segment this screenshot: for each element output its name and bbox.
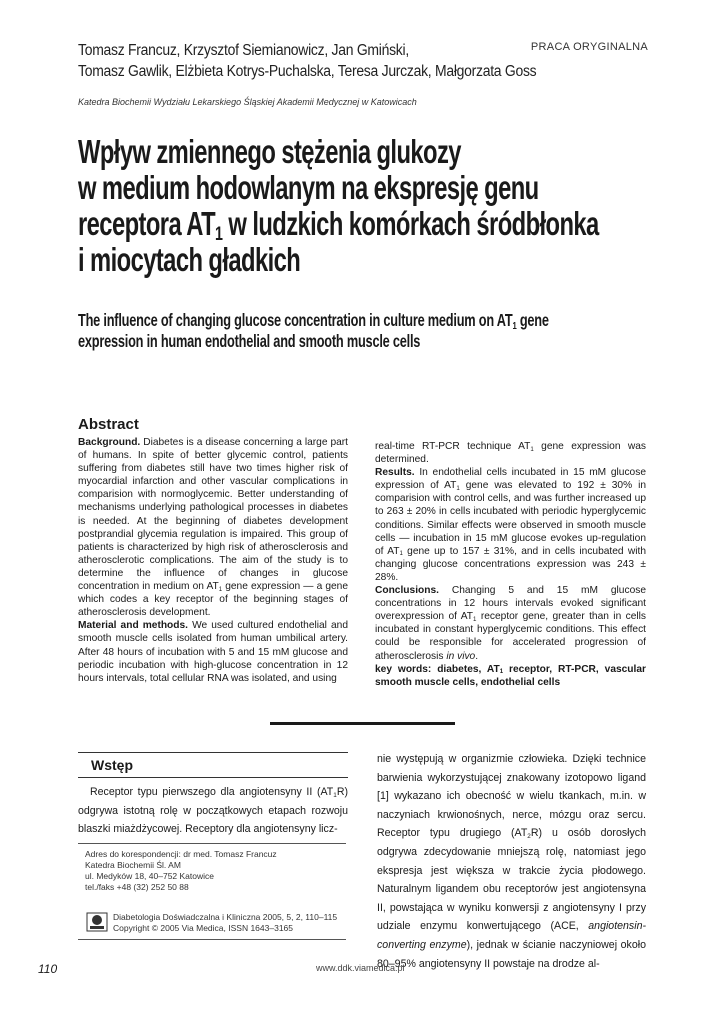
publisher-logo-icon <box>86 912 108 932</box>
abstract-methods: Material and methods. We used cultured endothelial and smooth muscle cells isolated from human umbilical artery. After 48 hours of incubation with 5 and 15 mM glucose and periodic incubation with high-glucose concentration in 12 hours intervals, total cellular RNA was isolated, and using <box>78 620 348 684</box>
abstract-heading: Abstract <box>78 416 139 433</box>
authors-line-2: Tomasz Gawlik, Elżbieta Kotrys-Puchalska, Teresa Jurczak, Małgorzata Goss <box>78 63 537 80</box>
title-pl-line-1: Wpływ zmiennego stężenia glukozy <box>78 133 461 170</box>
page-number: 110 <box>38 962 58 976</box>
body-text-right: nie występują w organizmie człowieka. Dzięki technice barwienia wykorzystującej znakowany izotopowo ligand [1] wykazano ich obecność w wielu tkankach, m.in. w naczyniach krwionośnych, nerce, mózgu oraz sercu. Receptor typu drugiego $(AT_2R)$ u osób dorosłych odgrywa zdecydowanie mniejszą rolę, natomiast jego ekspresja jest większa w trakcie życia płodowego. Naturalnym ligandem obu receptorów jest angiotensyna II, powstająca w wyniku konwersji z angiotensyny I przy udziale enzymu konwertującego (ACE, angiotensin-converting enzyme), jednak w ścianie naczyniowej około 80–95% angiotensyny II powstaje na drodze al- <box>377 753 646 970</box>
abstract-background: Background. Diabetes is a disease concerning a large part of humans. In spite of better glycemic control, patients suffering from diabetes still have two times higher risk of myocardial infarction and other vascular complications in comparision with normoglycemic. Better understanding of mechanisms underlying pathological processes in diabetes is needed. At the beginning of diabetes development postprandial glycemia regulation is impaired. This group of patients is characterized by high risk of atherosclerosis and atherosclerotic complications. The aim of the study is to determine the influence of changes in glucose concentration in medium on $AT_1$ gene expression — a gene which codes a key receptor of the beginning stages of atherosclerosis development. <box>78 437 348 619</box>
abstract-results: Results. In endothelial cells incubated in 15 mM glucose expression of $AT_1$ gene was elevated to 192 ± 30% in comparision with control cells, and was further increased up to 263 ± 20% in cells incubated with periodic hyperglycemic conditions. Similar effects were observed in smooth muscle cells — incubation in 15 mM glucose evokes up-regulation of $AT_1$ gene up to 157 ± 31%, and in cells incubated with changing glucose concentrations expression was 243 ± 28%. <box>375 467 647 583</box>
title-en-line-1: The influence of changing glucose concentration in culture medium on $AT_1$ gene <box>78 310 549 332</box>
title-pl-line-4: i miocytach gładkich <box>78 241 301 278</box>
article-type-label: PRACA ORYGINALNA <box>530 41 648 53</box>
abstract-conclusions: Conclusions. Changing 5 and 15 mM glucose concentrations in 12 hours intervals evoked significant overexpression of $AT_1$ receptor gene, greater than in cells incubated in constant hyperglycemic conditions. This effect could be responsible for accelerated progression of atherosclerosis in vivo. <box>375 585 646 662</box>
section-title: Wstęp <box>91 757 133 773</box>
correspondence-line: ul. Medyków 18, 40–752 Katowice <box>85 871 214 881</box>
section-divider <box>270 722 455 725</box>
abstract-keywords: key words: diabetes, $AT_1$ receptor, RT-PCR, vascular smooth muscle cells, endothelial cells <box>375 663 646 688</box>
title-pl-line-2: w medium hodowlanym na ekspresję genu <box>78 169 539 206</box>
title-polish <box>78 133 599 278</box>
correspondence-address <box>85 849 345 893</box>
publication-line: Diabetologia Doświadczalna i Kliniczna 2005, 5, 2, 110–115 <box>113 912 338 922</box>
abstract-column-right <box>375 440 646 689</box>
title-english <box>78 310 633 352</box>
correspondence-line: Adres do korespondencji: dr med. Tomasz Francuz <box>85 849 277 859</box>
title-en-line-2: expression in human endothelial and smooth muscle cells <box>78 331 421 351</box>
correspondence-line: tel./faks +48 (32) 252 50 88 <box>85 882 189 892</box>
authors-line-1: Tomasz Francuz, Krzysztof Siemianowicz, Jan Gmiński, <box>78 42 409 59</box>
publication-info <box>113 912 353 933</box>
abstract-methods-cont: real-time RT-PCR technique $AT_1$ gene expression was determined. <box>375 441 646 466</box>
body-text-left: Receptor typu pierwszego dla angiotensyny II $(AT_1R)$ odgrywa istotną rolę w początkowych etapach rozwoju blaszki miażdżycowej. Receptory dla angiotensyny licz- <box>78 786 348 835</box>
affiliation: Katedra Biochemii Wydziału Lekarskiego Śląskiej Akademii Medycznej w Katowicach <box>78 97 417 107</box>
publication-line: Copyright © 2005 Via Medica, ISSN 1643–3165 <box>113 922 293 933</box>
abstract-column-left <box>78 436 348 685</box>
author-list <box>78 40 537 82</box>
title-pl-line-3: receptora $AT_1$ w ludzkich komórkach śródbłonka <box>78 205 599 245</box>
correspondence-line: Katedra Biochemii Śl. AM <box>85 860 181 870</box>
journal-url[interactable]: www.ddk.viamedica.pl <box>316 963 405 973</box>
